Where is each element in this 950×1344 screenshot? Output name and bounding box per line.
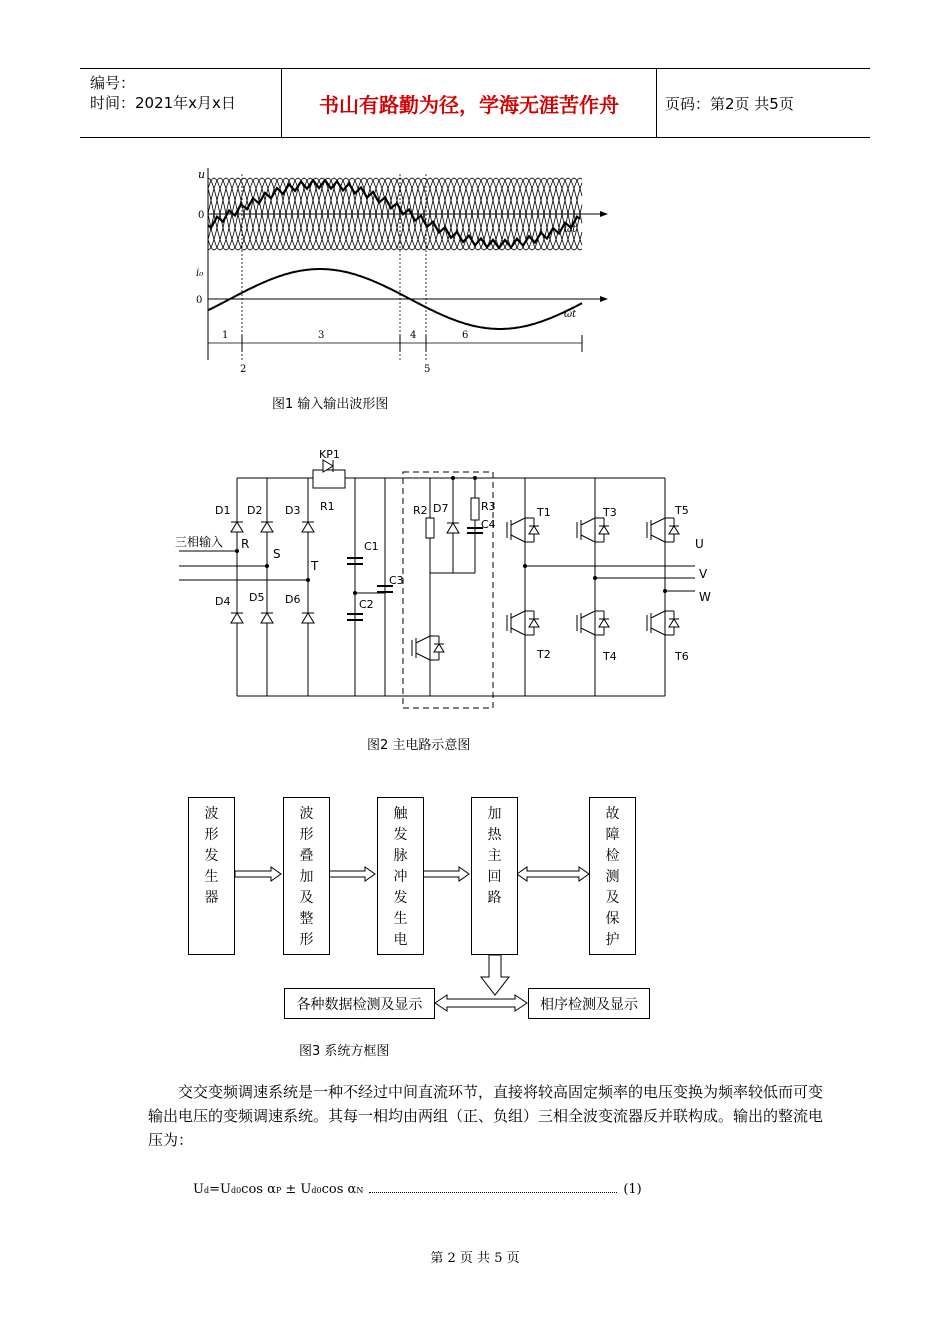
label-d1: D1 <box>215 504 231 517</box>
block-char: 发 <box>204 848 219 864</box>
block-char: 发 <box>393 827 408 843</box>
segment-1-label: 1 <box>222 330 229 341</box>
formula-part: cos α <box>321 1182 357 1197</box>
label-phase-t: T <box>311 559 319 573</box>
segment-6-label: 6 <box>462 330 469 341</box>
label-c1: C1 <box>364 540 379 553</box>
code-label: 编号： <box>90 74 136 92</box>
block-heating-main-circuit <box>471 797 518 955</box>
igbt-symbol <box>647 514 679 546</box>
zero-top-label: 0 <box>198 210 205 221</box>
block-char: 回 <box>487 869 502 885</box>
label-r3: R3 <box>481 500 496 513</box>
block-char: 主 <box>487 848 502 864</box>
formula-part: U <box>193 1182 204 1197</box>
zero-bottom-label: 0 <box>196 295 203 306</box>
segment-4-label: 4 <box>410 330 417 341</box>
label-t6: T6 <box>675 650 689 663</box>
block-char: 发 <box>393 890 408 906</box>
block-char: 障 <box>605 827 620 843</box>
formula-part: cos α <box>241 1182 276 1197</box>
label-c2: C2 <box>359 598 374 611</box>
label-t3: T3 <box>603 506 617 519</box>
header-divider <box>656 69 657 137</box>
page-header <box>80 68 870 138</box>
label-out-w: W <box>699 590 711 604</box>
igbt-symbol <box>507 607 539 639</box>
label-kp1: KP1 <box>319 448 340 461</box>
formula-sub: d0 <box>311 1186 322 1195</box>
label-out-v: V <box>699 567 708 581</box>
figure-2-main-circuit <box>175 448 735 713</box>
formula-number: (1) <box>623 1182 642 1197</box>
block-trigger-pulse <box>377 797 424 955</box>
block-char: 检 <box>605 848 620 864</box>
block-char: 生 <box>204 869 219 885</box>
label-d5: D5 <box>249 591 265 604</box>
igbt-symbol <box>647 607 679 639</box>
block-fault-detection <box>589 797 636 955</box>
axis-u-label: u <box>198 168 206 181</box>
formula-sub: d <box>203 1186 210 1195</box>
figure-1-caption: 图1 输入输出波形图 <box>272 397 389 412</box>
block-char: 电 <box>393 932 408 948</box>
block-char: 加 <box>299 869 314 885</box>
label-d2: D2 <box>247 504 263 517</box>
axis-wt-top-label: ωt <box>564 224 577 235</box>
label-r2: R2 <box>413 504 428 517</box>
igbt-group <box>412 514 679 664</box>
header-motto: 书山有路勤为径，学海无涯苦作舟 <box>319 92 619 117</box>
block-char: 器 <box>204 890 219 906</box>
label-c3: C3 <box>389 574 404 587</box>
segment-2-label: 2 <box>240 364 247 375</box>
label-d4: D4 <box>215 595 231 608</box>
formula-leader-dots <box>369 1192 617 1193</box>
block-char: 冲 <box>393 869 408 885</box>
block-char: 波 <box>299 806 314 822</box>
header-page-info: 页码：第2页 共5页 <box>665 94 794 113</box>
segment-3-label: 3 <box>318 330 325 341</box>
header-left <box>90 73 236 113</box>
formula-part: =U <box>209 1182 231 1197</box>
figure-2-caption: 图2 主电路示意图 <box>367 738 471 753</box>
block-char: 形 <box>204 827 219 843</box>
page-footer: 第 2 页 共 5 页 <box>430 1251 520 1266</box>
formula-1 <box>193 1182 642 1197</box>
figure-3-caption: 图3 系统方框图 <box>299 1044 390 1059</box>
block-char: 波 <box>204 806 219 822</box>
label-t2: T2 <box>537 648 551 661</box>
label-t1: T1 <box>537 506 551 519</box>
axis-wt-bottom-label: ωt <box>564 309 577 320</box>
segment-5-label: 5 <box>424 364 431 375</box>
label-c4: C4 <box>481 518 496 531</box>
label-phase-r: R <box>241 537 250 551</box>
formula-sub: P <box>275 1186 282 1195</box>
block-char: 触 <box>393 806 408 822</box>
block-phase-display: 相序检测及显示 <box>528 988 650 1019</box>
body-paragraph: 交交变频调速系统是一种不经过中间直流环节，直接将较高固定频率的电压变换为频率较低而可变输出电压的变频调速系统。其每一相均由两组（正、负组）三相全波变流器反并联构成。输出的整流电压为： <box>148 1083 824 1149</box>
block-char: 热 <box>487 827 502 843</box>
label-d6: D6 <box>285 593 301 606</box>
block-char: 加 <box>487 806 502 822</box>
formula-part: ± U <box>281 1182 312 1197</box>
block-char: 及 <box>605 890 620 906</box>
label-d7: D7 <box>433 502 449 515</box>
label-out-u: U <box>695 537 704 551</box>
label-t4: T4 <box>603 650 617 663</box>
block-char: 形 <box>299 932 314 948</box>
block-char: 护 <box>605 932 620 948</box>
block-wave-superposition <box>283 797 330 955</box>
igbt-symbol <box>577 607 609 639</box>
block-char: 测 <box>605 869 620 885</box>
block-data-display: 各种数据检测及显示 <box>284 988 435 1019</box>
block-char: 生 <box>393 911 408 927</box>
block-char: 故 <box>605 806 620 822</box>
figure-1-waveform <box>190 160 610 380</box>
block-char: 脉 <box>393 848 408 864</box>
igbt-symbol <box>507 514 539 546</box>
label-d3: D3 <box>285 504 301 517</box>
label-input: 三相输入 <box>175 535 224 549</box>
block-char: 整 <box>299 911 314 927</box>
igbt-symbol <box>412 632 444 664</box>
block-char: 保 <box>605 911 620 927</box>
time-label: 时间：2021年x月x日 <box>90 94 236 112</box>
block-waveform-generator <box>188 797 235 955</box>
label-t5: T5 <box>675 504 689 517</box>
axis-i-label: i₀ <box>196 268 204 279</box>
formula-sub: N <box>356 1186 364 1195</box>
label-phase-s: S <box>273 547 281 561</box>
block-char: 叠 <box>299 848 314 864</box>
formula-sub: d0 <box>230 1186 242 1195</box>
block-char: 形 <box>299 827 314 843</box>
block-char: 路 <box>487 890 502 906</box>
block-char: 及 <box>299 890 314 906</box>
label-r1: R1 <box>320 500 335 513</box>
